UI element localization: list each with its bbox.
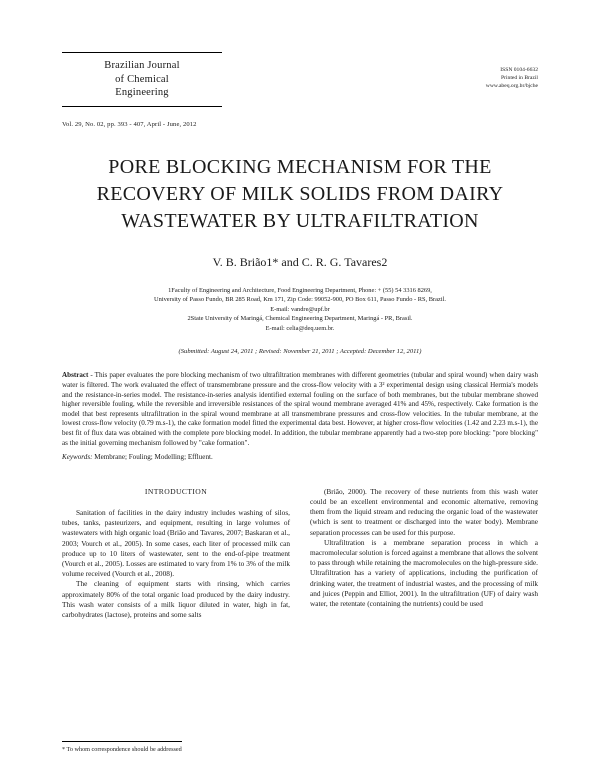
masthead [0, 0, 600, 107]
paragraph: The cleaning of equipment starts with rinsing, which carries approximately 80% of the total organic load produced by the dairy industry. This wash water consists of a milk liquor diluted in water, high in fat, carbohydrates (lactose), proteins and some salts [62, 579, 290, 620]
column-left [62, 487, 290, 620]
journal-title-line-2: of Chemical [115, 73, 169, 85]
issn-number: ISSN 0104-6632 [500, 67, 538, 73]
journal-rule-bottom [62, 106, 222, 107]
volume-issue-line: Vol. 29, No. 02, pp. 393 - 407, April - June, 2012 [62, 120, 197, 128]
affiliation-line: 2State University of Maringá, Chemical Engineering Department, Maringá - PR, Brasil. [187, 315, 413, 323]
footnote-text: * To whom correspondence should be addressed [62, 746, 182, 753]
footnote-divider [62, 741, 182, 742]
body-columns [0, 463, 600, 620]
paragraph: Ultrafiltration is a membrane separation process in which a macromolecular solution is forced against a membrane that allows the solvent to pass through while retaining the macromolecules on the high-pressure side. Ultrafiltration has a variety of applications, including the purification of drinking water, the treatment of industrial wastes, and the processing of milk and juices (Peppin and Elliot, 2001). In the ultrafiltration (UF) of dairy wash water, the retentate (containing the nutrients) could be used [310, 537, 538, 609]
keywords-section [0, 448, 600, 463]
section-heading-introduction: INTRODUCTION [144, 486, 208, 496]
abstract-text: - This paper evaluates the pore blocking mechanism of two ultrafiltration membranes with different geometries (tubular and spiral wound) when dairy wash water is filtered. The work evaluated the effect of transmembrane pressure and the cross-flow velocity with a 3² experimental design using classical Hermia's models and the resistance-in-series model. The resistance-in-series analysis identified external fouling on the surface of both membranes, but the tubular membrane showed higher reversible fouling, while the reversible and irreversible resistances of the spiral wound membrane averaged 41% and 45%, respectively. Cake formation is the model that best represents ultrafiltration in the spiral wound membrane at all transmembrane pressures and cross-flow velocities. In the tubular membrane, at the lowest cross-flow velocity (0.79 m.s-1), the cake formation model fitted the experimental data best. However, at higher cross-flow velocities (1.42 and 2.23 m.s-1), the best fit of flux data was obtained with the complete pore blocking model. In addition, the tubular membrane apparently had a two-step pore blocking: "pore blocking" as the initial governing mechanism followed by "cake formation". [62, 371, 538, 447]
page-title: PORE BLOCKING MECHANISM FOR THE RECOVERY OF MILK SOLIDS FROM DAIRY WASTEWATER BY ULTRAFILTRATION [96, 155, 504, 232]
journal-website-link[interactable]: www.abeq.org.br/bjche [485, 83, 538, 89]
journal-rule-top [62, 52, 222, 53]
issn-block [486, 52, 538, 90]
journal-logo [62, 52, 222, 107]
paragraph: Sanitation of facilities in the dairy industry includes washing of silos, tubes, tanks, pasteurizers, and equipment, resulting in large volumes of wastewaters with high organic load (Brião and Tavares, 2007; Baskaran et al., 2003; Vourch et al., 2005). In some cases, each liter of processed milk can produce up to 10 liters of wastewater, sent to the end-of-pipe treatment (Vourch et al., 2005). Losses are estimated to vary from 1% to 3% of the milk volume received (Vourch et al., 2008). [62, 508, 290, 579]
printed-in: Printed in Brazil [501, 75, 538, 81]
author-list [0, 235, 600, 270]
affiliation-email: E-mail: vandre@upf.br [270, 305, 330, 313]
affiliations [0, 270, 600, 334]
submission-dates: (Submitted: August 24, 2011 ; Revised: November 21, 2011 ; Accepted: December 12, 2011) [178, 348, 422, 356]
column-right [310, 487, 538, 620]
abstract-section [0, 355, 600, 448]
keywords-label: Keywords: [62, 453, 93, 462]
journal-title-line-3: Engineering [115, 87, 169, 98]
footnote [62, 741, 290, 754]
abstract-label: Abstract [62, 371, 89, 380]
paragraph: (Brião, 2000). The recovery of these nutrients from this wash water could be an excellent environmental and economic alternative, removing them from the liquid stream and reducing the organic load of the wastewater (which is sent to treatment or discharged into the water body). Membrane separation processes can be used for this purpose. [310, 486, 538, 537]
affiliation-line: 1Faculty of Engineering and Architecture, Food Engineering Department, Phone: + (55) 54 3316 8269, [168, 286, 432, 294]
affiliation-line: University of Passo Fundo, BR 285 Road, Km 171, Zip Code: 99052-900, PO Box 611, Passo Fundo - RS, Brazil. [154, 296, 446, 304]
journal-title-line-1: Brazilian Journal [104, 60, 180, 71]
authors-text: V. B. Brião1* and C. R. G. Tavares2 [212, 254, 388, 269]
keywords-text: Membrane; Fouling; Modelling; Effluent. [92, 453, 213, 462]
affiliation-email: E-mail: celia@deq.uem.br. [265, 324, 335, 332]
journal-title [62, 59, 222, 100]
